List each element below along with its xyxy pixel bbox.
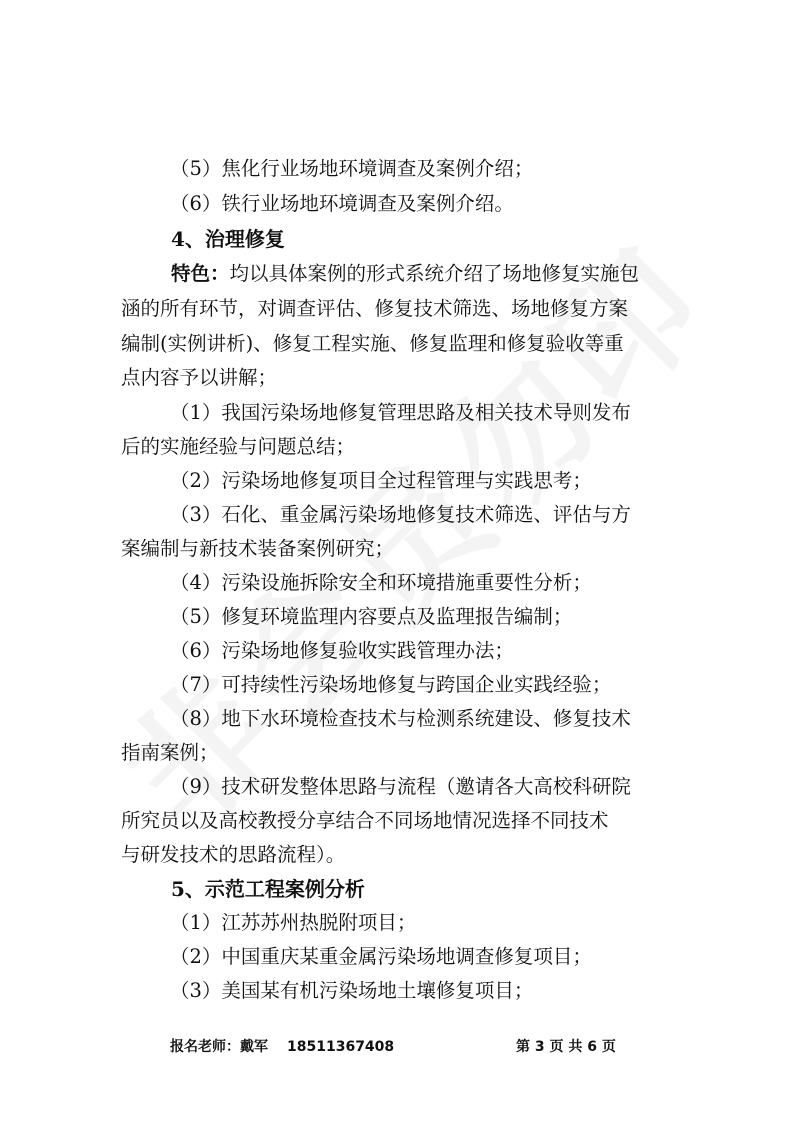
paragraph-line: 点内容予以讲解； [121,366,278,389]
feature-paragraph-line [0,257,793,291]
list-item: （5）修复环境监理内容要点及监理报告编制； [170,605,573,628]
page-number: 第 3 页 共 6 页 [516,1039,616,1055]
list-item: （9）技术研发整体思路与流程（邀请各大高校科研院 [170,775,631,798]
list-item: （6）铁行业场地环境调查及案例介绍。 [170,192,514,215]
footer-contact: 报名老师：戴军 [170,1039,268,1055]
list-item-continuation: 与研发技术的思路流程）。 [121,843,346,866]
list-item: （6）污染场地修复验收实践管理办法； [170,639,514,662]
list-item: （4）污染设施拆除安全和环境措施重要性分析； [170,571,592,594]
list-item: （3）石化、重金属污染场地修复技术筛选、评估与方 [170,503,631,526]
list-item: （2）中国重庆某重金属污染场地调查修复项目； [170,945,592,968]
list-item-continuation: 案编制与新技术装备案例研究； [121,537,395,560]
list-item: （1）我国污染场地修复管理思路及相关技术导则发布 [170,401,631,424]
footer-phone: 18511367408 [287,1039,395,1055]
list-item: （5）焦化行业场地环境调查及案例介绍； [170,157,534,180]
section-heading-5: 5、示范工程案例分析 [171,877,365,901]
list-item: （8）地下水环境检查技术与检测系统建设、修复技术 [170,707,631,730]
paragraph-line: 涵的所有环节，对调查评估、修复技术筛选、场地修复方案 [121,297,629,320]
list-item: （2）污染场地修复项目全过程管理与实践思考； [170,469,592,492]
list-item-continuation: 后的实施经验与问题总结； [121,435,356,458]
list-item: （7）可持续性污染场地修复与跨国企业实践经验； [170,673,612,696]
section-heading-4: 4、治理修复 [171,227,285,251]
feature-label: 特色： [171,262,230,285]
list-item: （3）美国某有机污染场地土壤修复项目； [170,979,534,1002]
list-item-continuation: 所究员以及高校教授分享结合不同场地情况选择不同技术 [121,809,609,832]
list-item-continuation: 指南案例； [121,741,219,764]
feature-text: 均以具体案例的形式系统介绍了场地修复实施包 [229,262,640,285]
list-item: （1）江苏苏州热脱附项目； [170,911,417,934]
paragraph-line: 编制(实例讲析)、修复工程实施、修复监理和修复验收等重 [121,332,624,355]
